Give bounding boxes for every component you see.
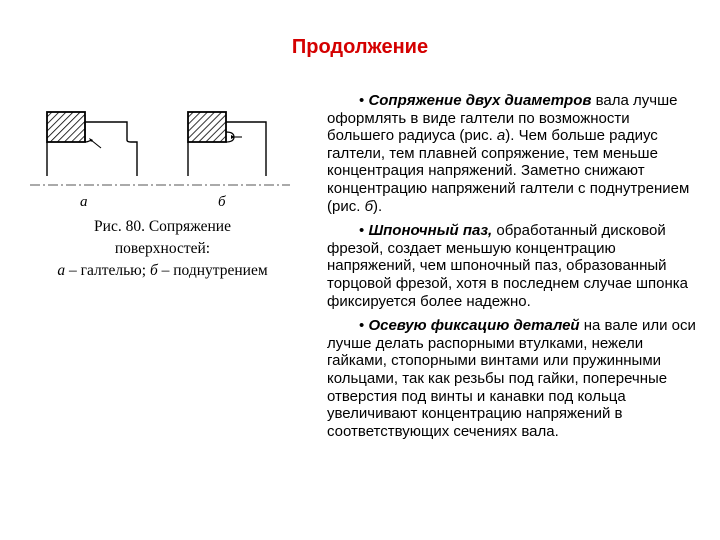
caption-line-3 [30,260,295,282]
figure-label-a: а [80,194,88,210]
bullet: • [359,317,365,335]
bullet: • [359,222,365,240]
caption-b-text: – поднутрением [157,262,268,279]
paragraph-text: обработанный дисковой фрезой, создает меньшую концентрацию напряжений, чем шпоночный паз, образованный торцовой фрезой, хотя в последнем случае шпонка фиксируется более надежно. [327,222,688,310]
figure-caption [30,216,295,282]
paragraph-lead: Осевую фиксацию деталей [368,317,580,335]
paragraph-text: вала лучше оформлять в виде галтели по возможности большего радиуса (рис. [327,92,678,145]
paragraph-text: ). [373,197,383,215]
paragraph-lead: Сопряжение двух диаметров [368,92,592,109]
figure-ref-a: а [496,127,506,145]
caption-a-text: – галтелью; [65,262,150,279]
paragraph-keyway [327,222,697,310]
body-text [327,92,697,447]
paragraph-axial-fixing [327,317,697,440]
figure-ref-b: б [364,197,373,215]
caption-line-1: Рис. 80. Сопряжение [94,218,231,235]
caption-ref-b: б [149,262,158,279]
paragraph-lead: Шпоночный паз, [368,222,493,240]
figure-a-fillet-drawing [47,112,137,176]
shaft-fillet-figure [28,100,298,200]
paragraph-text: на вале или оси лучше делать распорными втулками, нежели гайками, стопорными винтами или пружинными кольцами, так как резьбы под гайки, поперечные отверстия под винты и канавки под кольца увеличивают концентрацию напряжений в соответствующих сечениях вала. [327,317,696,440]
paragraph-fillet [327,92,697,215]
figure-b-undercut-drawing [188,112,266,176]
caption-ref-a: а [57,262,66,279]
paragraph-text: ). Чем больше радиус галтели, тем плавней сопряжение, тем меньше концентрация напряжений. Заметно снижают концентрацию напряжений галтели с поднутрением (рис. [327,127,690,215]
slide-title: Продолжение [291,36,429,58]
bullet: • [359,92,365,109]
caption-line-2: поверхностей: [114,240,211,257]
figure-label-b: б [218,194,226,210]
